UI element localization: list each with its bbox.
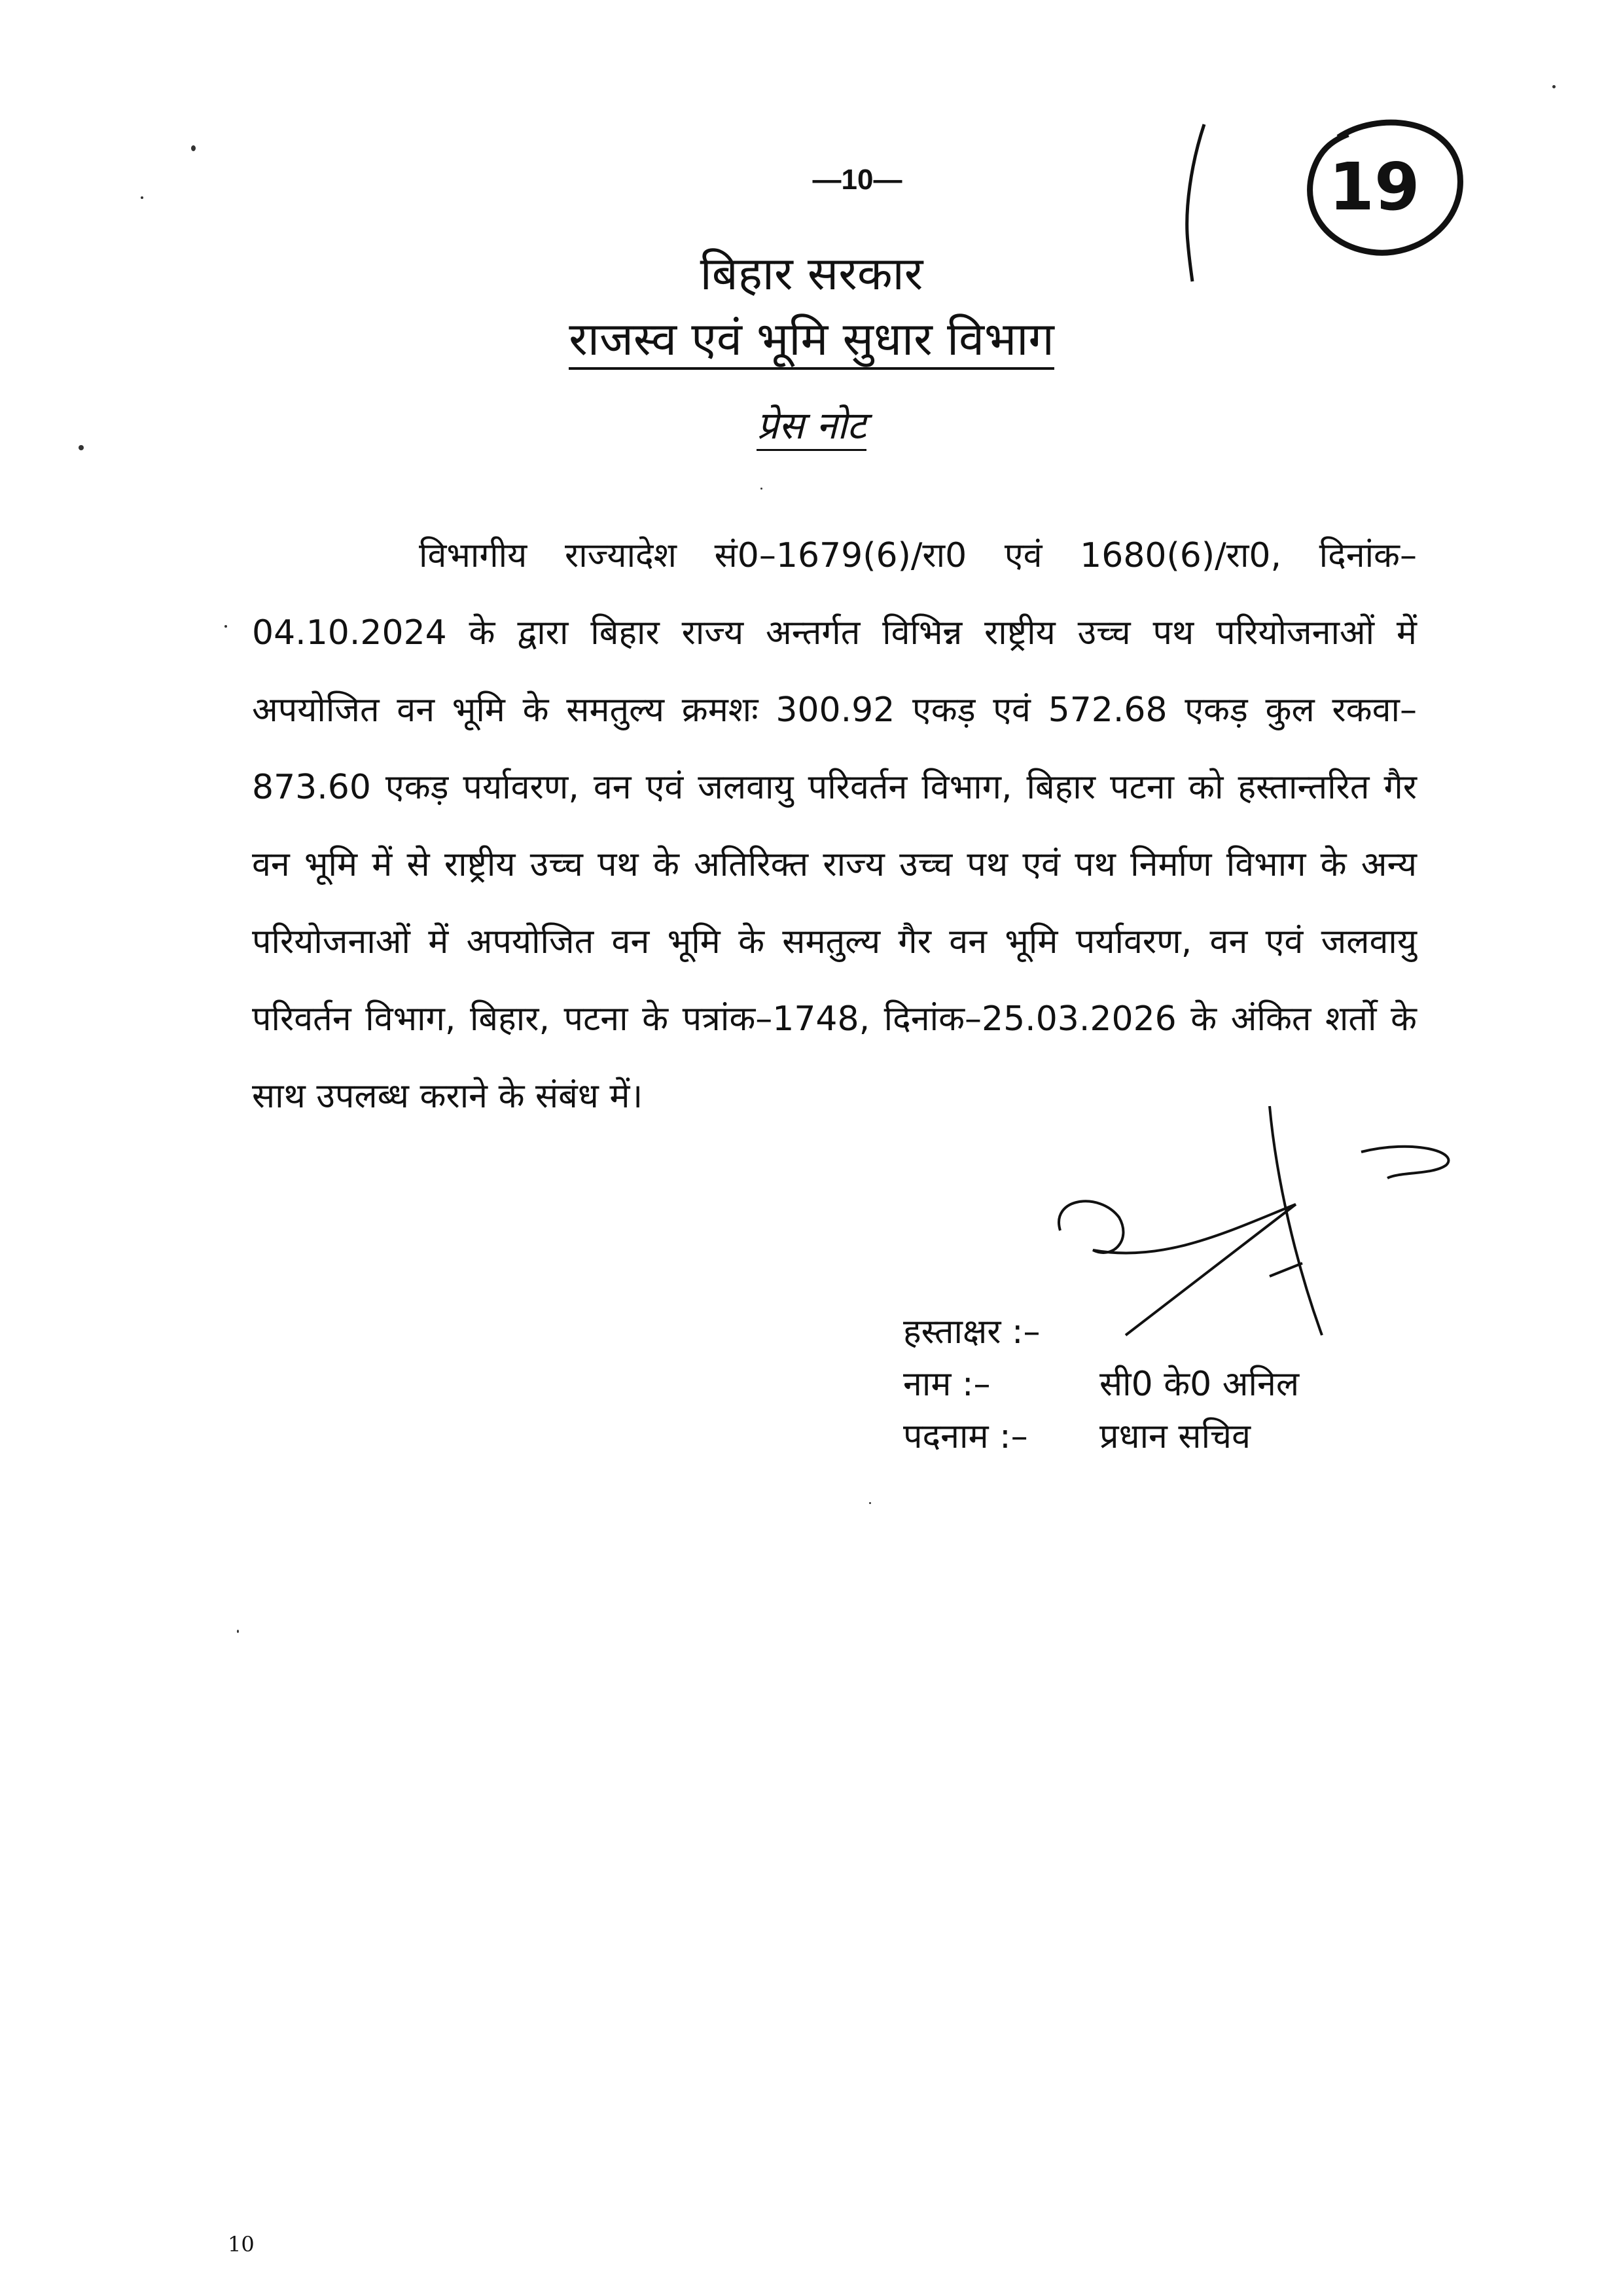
designation-value: प्रधान सचिव — [1099, 1417, 1251, 1456]
scan-speck — [869, 1502, 871, 1504]
scan-speck — [191, 145, 196, 151]
scan-speck — [79, 445, 84, 450]
department-title — [0, 306, 1623, 372]
name-row — [903, 1358, 1299, 1410]
government-title: बिहार सरकार — [700, 247, 923, 300]
body-paragraph: विभागीय राज्यादेश सं0–1679(6)/रा0 एवं 1680(6)/रा0, दिनांक–04.10.2024 के द्वारा बिहार राज्य अन्तर्गत विभिन्न राष्ट्रीय उच्च पथ परियोजनाओं में अपयोजित वन भूमि के समतुल्य क्रमशः 300.92 एकड़ एवं 572.68 एकड़ कुल रकवा–873.60 एकड़ पर्यावरण, वन एवं जलवायु परिवर्तन विभाग, बिहार पटना को हस्तान्तरित गैर वन भूमि में से राष्ट्रीय उच्च पथ के अतिरिक्त राज्य उच्च पथ एवं पथ निर्माण विभाग के अन्य परियोजनाओं में अपयोजित वन भूमि के समतुल्य गैर वन भूमि पर्यावरण, वन एवं जलवायु परिवर्तन विभाग, बिहार, पटना के पत्रांक–1748, दिनांक–25.03.2026 के अंकित शर्तो के साथ उपलब्ध कराने के संबंध में। — [252, 536, 1417, 1116]
scan-speck — [141, 196, 143, 199]
footer-page-number: 10 — [228, 2232, 255, 2257]
department-title-text: राजस्व एवं भूमि सुधार विभाग — [569, 312, 1054, 370]
page-marker: —10— — [812, 164, 902, 196]
stamp-circle-icon — [1299, 111, 1469, 262]
scan-speck — [1552, 85, 1556, 88]
scan-speck — [760, 488, 762, 490]
scan-speck — [224, 625, 227, 628]
signature-label: हस्ताक्षर :– — [903, 1312, 1041, 1352]
designation-row — [903, 1410, 1299, 1463]
signature-row — [903, 1306, 1299, 1358]
stamp-number-text: 19 — [1329, 149, 1420, 225]
scan-speck — [237, 1630, 239, 1633]
name-label: नाम :– — [903, 1365, 991, 1404]
document-type — [0, 396, 1623, 455]
designation-label: पदनाम :– — [903, 1417, 1028, 1456]
page-number-stamp — [1299, 111, 1469, 262]
document-type-text: प्रेस नोट — [757, 403, 866, 451]
name-value: सी0 के0 अनिल — [1099, 1365, 1300, 1404]
signature-block — [903, 1306, 1299, 1463]
